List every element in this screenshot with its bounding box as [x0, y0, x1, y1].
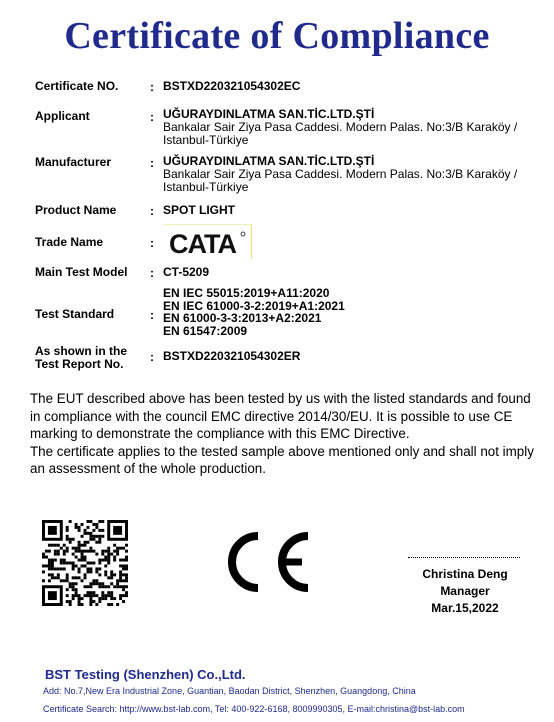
manufacturer-address-line2: Istanbul-Türkiye: [163, 180, 249, 194]
test-report-label-line2: Test Report No.: [35, 357, 124, 371]
logo-text: CATA: [169, 229, 236, 257]
colon: :: [150, 308, 154, 322]
colon: :: [150, 266, 154, 280]
test-standard-list: [163, 287, 345, 337]
product-name-value: SPOT LIGHT: [163, 203, 235, 217]
signature-date: Mar.15,2022: [431, 601, 499, 615]
colon: :: [150, 350, 154, 364]
test-report-value: BSTXD220321054302ER: [163, 349, 301, 363]
manufacturer-address-line1: Bankalar Sair Ziya Pasa Caddesi. Modern Palas. No:3/B Karaköy /: [163, 167, 518, 181]
applicant-name: UĞURAYDINLATMA SAN.TİC.LTD.ŞTİ: [163, 107, 375, 121]
statement-line: The certificate applies to the tested sample above mentioned only and shall not imply: [30, 443, 534, 459]
ce-mark-icon: [222, 530, 314, 594]
product-name-label: Product Name: [35, 203, 117, 217]
standard-item: EN 61547:2009: [163, 323, 248, 338]
trade-logo: [163, 224, 252, 259]
certificate-title: Certificate of Compliance: [64, 15, 490, 57]
applicant-label: Applicant: [35, 109, 90, 123]
qr-code-icon: [42, 520, 128, 606]
signatory-name: Christina Deng: [422, 567, 508, 581]
main-test-model-value: CT-5209: [163, 265, 210, 279]
test-standard-label: Test Standard: [35, 307, 115, 321]
standard-item: EN 61000-3-3:2013+A2:2021: [163, 311, 322, 325]
applicant-address-line2: Istanbul-Türkiye: [163, 133, 249, 147]
company-contact: Certificate Search: http://www.bst-lab.com, Tel: 400-922-6168, 8009990305, E-mail:christina@bst-lab.com: [43, 704, 465, 714]
trade-name-label: Trade Name: [35, 235, 104, 249]
colon: :: [150, 110, 154, 124]
statement-line: marking to demonstrate the compliance with this EMC Directive.: [30, 426, 410, 441]
cata-logo-icon: [167, 229, 247, 257]
test-report-label-line1: As shown in the: [35, 344, 128, 358]
manufacturer-name: UĞURAYDINLATMA SAN.TİC.LTD.ŞTİ: [163, 154, 375, 168]
statement-line: an assessment of the whole production.: [30, 461, 266, 476]
colon: :: [150, 204, 154, 218]
signature-line: [408, 557, 520, 558]
signatory-role: Manager: [440, 584, 490, 598]
certificate-no-label: Certificate NO.: [35, 79, 119, 93]
certificate-statement: [30, 390, 535, 478]
colon: :: [150, 236, 154, 250]
colon: :: [150, 156, 154, 170]
colon: :: [150, 80, 154, 94]
applicant-address-line1: Bankalar Sair Ziya Pasa Caddesi. Modern Palas. No:3/B Karaköy /: [163, 120, 518, 134]
company-name: BST Testing (Shenzhen) Co.,Ltd.: [45, 667, 246, 682]
main-test-model-label: Main Test Model: [35, 265, 128, 279]
standard-item: EN IEC 55015:2019+A11:2020: [163, 286, 330, 300]
manufacturer-label: Manufacturer: [35, 155, 112, 169]
statement-line: in compliance with the council EMC directive 2014/30/EU. It is possible to use CE: [30, 408, 513, 424]
company-address: Add: No.7,New Era Industrial Zone, Guantian, Baodan District, Shenzhen, Guangdong, China: [43, 686, 416, 696]
certificate-no-value: BSTXD220321054302EC: [163, 79, 301, 93]
standard-item: EN IEC 61000-3-2:2019+A1:2021: [163, 298, 345, 313]
statement-line: The EUT described above has been tested by us with the listed standards and found: [30, 391, 531, 406]
